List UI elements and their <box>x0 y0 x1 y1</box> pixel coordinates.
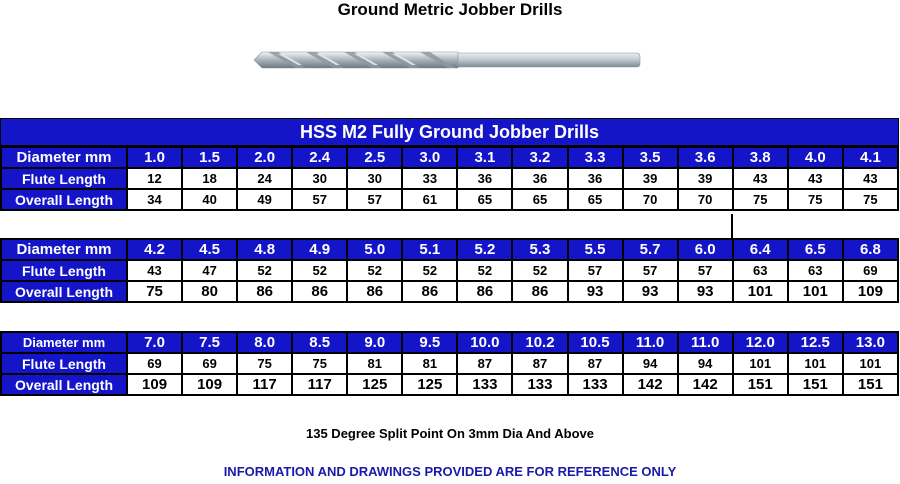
diameter-cell: 3.3 <box>568 147 623 168</box>
split-point-note: 135 Degree Split Point On 3mm Dia And Above <box>306 426 594 441</box>
flute-cell: 87 <box>512 353 567 374</box>
overall-cell: 40 <box>182 189 237 210</box>
spec-table-2 <box>0 238 899 303</box>
diameter-cell: 5.3 <box>512 239 567 260</box>
diameter-cell: 6.8 <box>843 239 898 260</box>
diameter-cell: 4.0 <box>788 147 843 168</box>
flute-cell: 43 <box>733 168 788 189</box>
overall-cell: 142 <box>678 374 733 395</box>
diameter-cell: 3.6 <box>678 147 733 168</box>
overall-cell: 75 <box>843 189 898 210</box>
flute-cell: 101 <box>843 353 898 374</box>
diameter-cell: 10.5 <box>568 332 623 353</box>
diameter-cell: 8.5 <box>292 332 347 353</box>
diameter-row-label: Diameter mm <box>1 147 127 168</box>
overall-cell: 65 <box>457 189 512 210</box>
flute-cell: 33 <box>402 168 457 189</box>
overall-cell: 151 <box>843 374 898 395</box>
flute-cell: 30 <box>347 168 402 189</box>
drill-bit-icon <box>248 46 642 74</box>
diameter-cell: 11.0 <box>678 332 733 353</box>
disclaimer-note: INFORMATION AND DRAWINGS PROVIDED ARE FOR REFERENCE ONLY <box>223 464 677 479</box>
flute-cell: 87 <box>568 353 623 374</box>
flute-cell: 75 <box>292 353 347 374</box>
flute-cell: 69 <box>843 260 898 281</box>
diameter-cell: 2.0 <box>237 147 292 168</box>
diameter-cell: 2.5 <box>347 147 402 168</box>
overall-cell: 109 <box>843 281 898 302</box>
diameter-cell: 9.0 <box>347 332 402 353</box>
diameter-cell: 13.0 <box>843 332 898 353</box>
flute-cell: 52 <box>292 260 347 281</box>
diameter-cell: 3.8 <box>733 147 788 168</box>
overall-row-label: Overall Length <box>1 281 127 302</box>
diameter-cell: 5.7 <box>623 239 678 260</box>
diameter-cell: 4.8 <box>237 239 292 260</box>
flute-row-label: Flute Length <box>1 168 127 189</box>
overall-cell: 65 <box>568 189 623 210</box>
diameter-cell: 3.5 <box>623 147 678 168</box>
flute-cell: 52 <box>402 260 457 281</box>
overall-cell: 61 <box>402 189 457 210</box>
diameter-cell: 5.5 <box>568 239 623 260</box>
diameter-cell: 5.1 <box>402 239 457 260</box>
diameter-cell: 5.2 <box>457 239 512 260</box>
diameter-cell: 9.5 <box>402 332 457 353</box>
overall-cell: 109 <box>127 374 182 395</box>
flute-cell: 52 <box>457 260 512 281</box>
flute-cell: 75 <box>237 353 292 374</box>
overall-row <box>1 281 898 302</box>
flute-cell: 43 <box>788 168 843 189</box>
overall-cell: 151 <box>788 374 843 395</box>
overall-cell: 65 <box>512 189 567 210</box>
overall-cell: 49 <box>237 189 292 210</box>
overall-cell: 117 <box>237 374 292 395</box>
flute-cell: 69 <box>182 353 237 374</box>
flute-cell: 43 <box>127 260 182 281</box>
overall-row-label: Overall Length <box>1 189 127 210</box>
diameter-cell: 11.0 <box>623 332 678 353</box>
flute-cell: 24 <box>237 168 292 189</box>
flute-cell: 57 <box>568 260 623 281</box>
flute-cell: 101 <box>788 353 843 374</box>
overall-cell: 133 <box>568 374 623 395</box>
overall-cell: 86 <box>237 281 292 302</box>
overall-cell: 93 <box>623 281 678 302</box>
flute-cell: 18 <box>182 168 237 189</box>
flute-cell: 81 <box>347 353 402 374</box>
flute-cell: 87 <box>457 353 512 374</box>
diameter-row-label: Diameter mm <box>1 239 127 260</box>
flute-cell: 36 <box>457 168 512 189</box>
diameter-cell: 8.0 <box>237 332 292 353</box>
overall-cell: 151 <box>733 374 788 395</box>
overall-cell: 93 <box>678 281 733 302</box>
flute-cell: 39 <box>678 168 733 189</box>
overall-cell: 133 <box>457 374 512 395</box>
divider-line <box>731 214 733 238</box>
diameter-cell: 4.2 <box>127 239 182 260</box>
diameter-cell: 12.5 <box>788 332 843 353</box>
diameter-cell: 3.2 <box>512 147 567 168</box>
flute-row-label: Flute Length <box>1 353 127 374</box>
overall-cell: 86 <box>292 281 347 302</box>
overall-cell: 86 <box>347 281 402 302</box>
overall-cell: 57 <box>292 189 347 210</box>
overall-cell: 75 <box>127 281 182 302</box>
overall-row <box>1 374 898 395</box>
flute-cell: 63 <box>733 260 788 281</box>
overall-cell: 75 <box>788 189 843 210</box>
diameter-cell: 6.4 <box>733 239 788 260</box>
diameter-row <box>1 239 898 260</box>
overall-cell: 70 <box>623 189 678 210</box>
diameter-cell: 7.0 <box>127 332 182 353</box>
flute-cell: 43 <box>843 168 898 189</box>
flute-cell: 52 <box>347 260 402 281</box>
flute-cell: 39 <box>623 168 678 189</box>
diameter-cell: 1.0 <box>127 147 182 168</box>
overall-cell: 34 <box>127 189 182 210</box>
diameter-cell: 2.4 <box>292 147 347 168</box>
overall-cell: 80 <box>182 281 237 302</box>
flute-row-label: Flute Length <box>1 260 127 281</box>
flute-cell: 63 <box>788 260 843 281</box>
diameter-cell: 6.5 <box>788 239 843 260</box>
flute-cell: 94 <box>623 353 678 374</box>
diameter-cell: 7.5 <box>182 332 237 353</box>
overall-cell: 133 <box>512 374 567 395</box>
overall-cell: 109 <box>182 374 237 395</box>
table-banner: HSS M2 Fully Ground Jobber Drills <box>0 118 899 146</box>
page-title: Ground Metric Jobber Drills <box>337 0 563 19</box>
diameter-cell: 12.0 <box>733 332 788 353</box>
diameter-row-label: Diameter mm <box>1 332 127 353</box>
diameter-cell: 10.0 <box>457 332 512 353</box>
overall-cell: 57 <box>347 189 402 210</box>
diameter-cell: 4.9 <box>292 239 347 260</box>
diameter-cell: 10.2 <box>512 332 567 353</box>
flute-cell: 36 <box>512 168 567 189</box>
flute-cell: 36 <box>568 168 623 189</box>
flute-cell: 30 <box>292 168 347 189</box>
flute-row <box>1 168 898 189</box>
flute-row <box>1 353 898 374</box>
overall-cell: 86 <box>512 281 567 302</box>
flute-cell: 57 <box>678 260 733 281</box>
flute-cell: 12 <box>127 168 182 189</box>
overall-cell: 86 <box>402 281 457 302</box>
diameter-cell: 3.0 <box>402 147 457 168</box>
diameter-cell: 3.1 <box>457 147 512 168</box>
overall-cell: 93 <box>568 281 623 302</box>
diameter-cell: 5.0 <box>347 239 402 260</box>
flute-cell: 47 <box>182 260 237 281</box>
flute-cell: 52 <box>237 260 292 281</box>
diameter-cell: 1.5 <box>182 147 237 168</box>
flute-cell: 101 <box>733 353 788 374</box>
diameter-row <box>1 332 898 353</box>
overall-cell: 125 <box>402 374 457 395</box>
spec-table-3 <box>0 331 899 396</box>
overall-cell: 117 <box>292 374 347 395</box>
diameter-cell: 6.0 <box>678 239 733 260</box>
spec-table-1 <box>0 146 899 211</box>
flute-cell: 69 <box>127 353 182 374</box>
overall-cell: 86 <box>457 281 512 302</box>
diameter-cell: 4.5 <box>182 239 237 260</box>
overall-cell: 101 <box>788 281 843 302</box>
flute-cell: 57 <box>623 260 678 281</box>
flute-cell: 52 <box>512 260 567 281</box>
overall-cell: 125 <box>347 374 402 395</box>
flute-cell: 94 <box>678 353 733 374</box>
overall-cell: 101 <box>733 281 788 302</box>
flute-row <box>1 260 898 281</box>
overall-cell: 142 <box>623 374 678 395</box>
overall-row <box>1 189 898 210</box>
flute-cell: 81 <box>402 353 457 374</box>
overall-row-label: Overall Length <box>1 374 127 395</box>
diameter-row <box>1 147 898 168</box>
diameter-cell: 4.1 <box>843 147 898 168</box>
overall-cell: 70 <box>678 189 733 210</box>
overall-cell: 75 <box>733 189 788 210</box>
